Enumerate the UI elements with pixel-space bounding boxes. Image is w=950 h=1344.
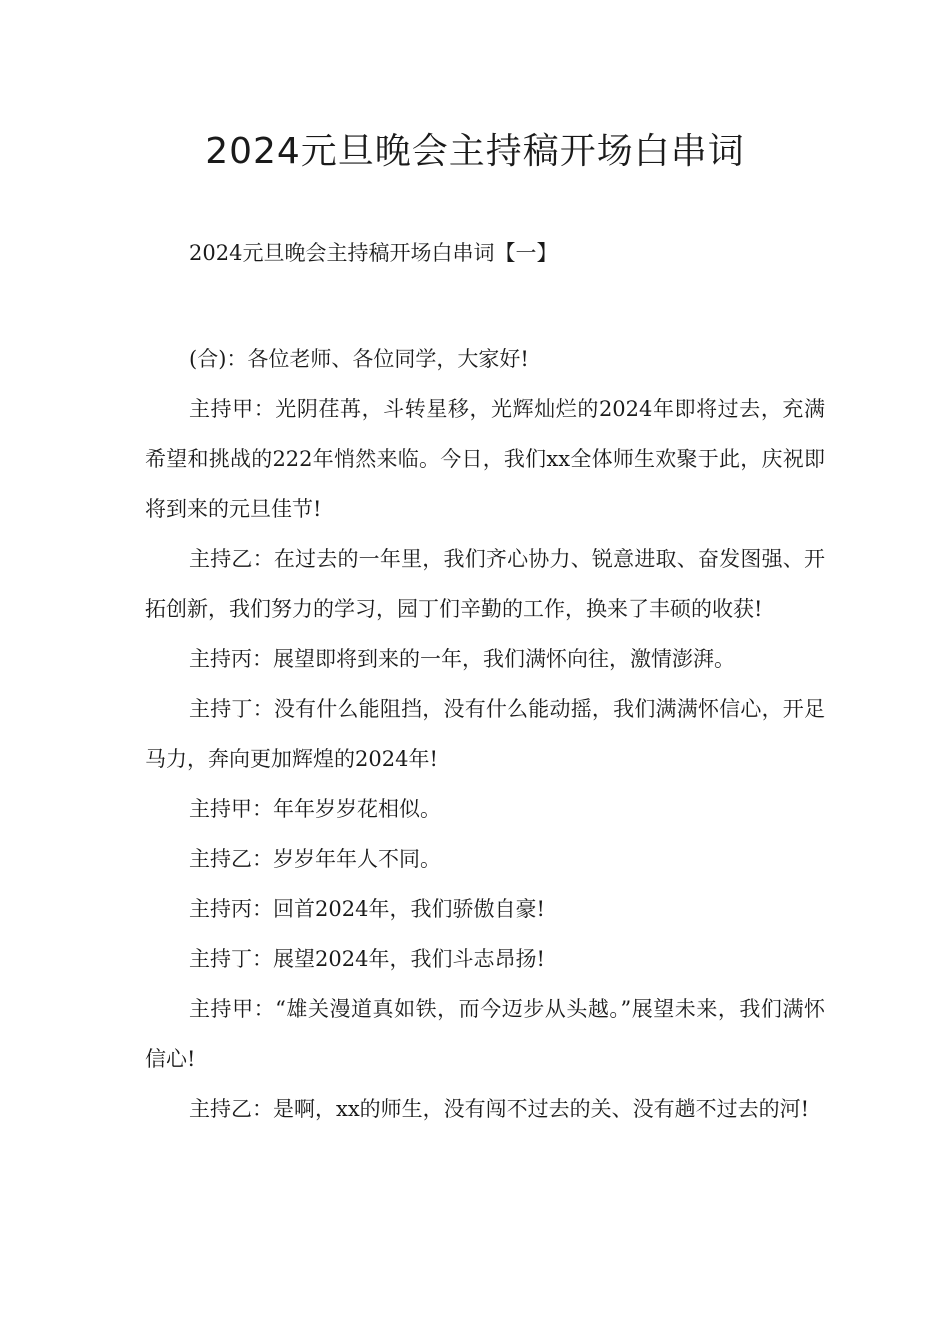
paragraph: 主持丙：回首2024年，我们骄傲自豪! xyxy=(189,897,545,921)
paragraph: 主持甲：年年岁岁花相似。 xyxy=(189,797,441,821)
paragraph: 主持甲：光阴荏苒，斗转星移，光辉灿烂的2024年即将过去，充满希望和挑战的222年悄然来临。今日，我们xx全体师生欢聚于此，庆祝即将到来的元旦佳节! xyxy=(145,397,825,521)
paragraph: (合)：各位老师、各位同学，大家好! xyxy=(189,347,529,371)
paragraph: 主持乙：是啊，xx的师生，没有闯不过去的关、没有趟不过去的河! xyxy=(189,1097,810,1121)
section-heading: 2024元旦晚会主持稿开场白串词【一】 xyxy=(189,241,558,265)
document-body xyxy=(145,334,825,1134)
paragraph: 主持甲：“雄关漫道真如铁，而今迈步从头越。”展望未来，我们满怀信心! xyxy=(145,997,825,1071)
paragraph: 主持乙：在过去的一年里，我们齐心协力、锐意进取、奋发图强、开拓创新，我们努力的学习，园丁们辛勤的工作，换来了丰硕的收获! xyxy=(145,547,825,621)
paragraph: 主持乙：岁岁年年人不同。 xyxy=(189,847,441,871)
paragraph: 主持丁：展望2024年，我们斗志昂扬! xyxy=(189,947,545,971)
document-title: 2024元旦晚会主持稿开场白串词 xyxy=(205,131,745,172)
paragraph: 主持丙：展望即将到来的一年，我们满怀向往，激情澎湃。 xyxy=(189,647,735,671)
paragraph: 主持丁：没有什么能阻挡，没有什么能动摇，我们满满怀信心，开足马力，奔向更加辉煌的2024年! xyxy=(145,697,825,771)
